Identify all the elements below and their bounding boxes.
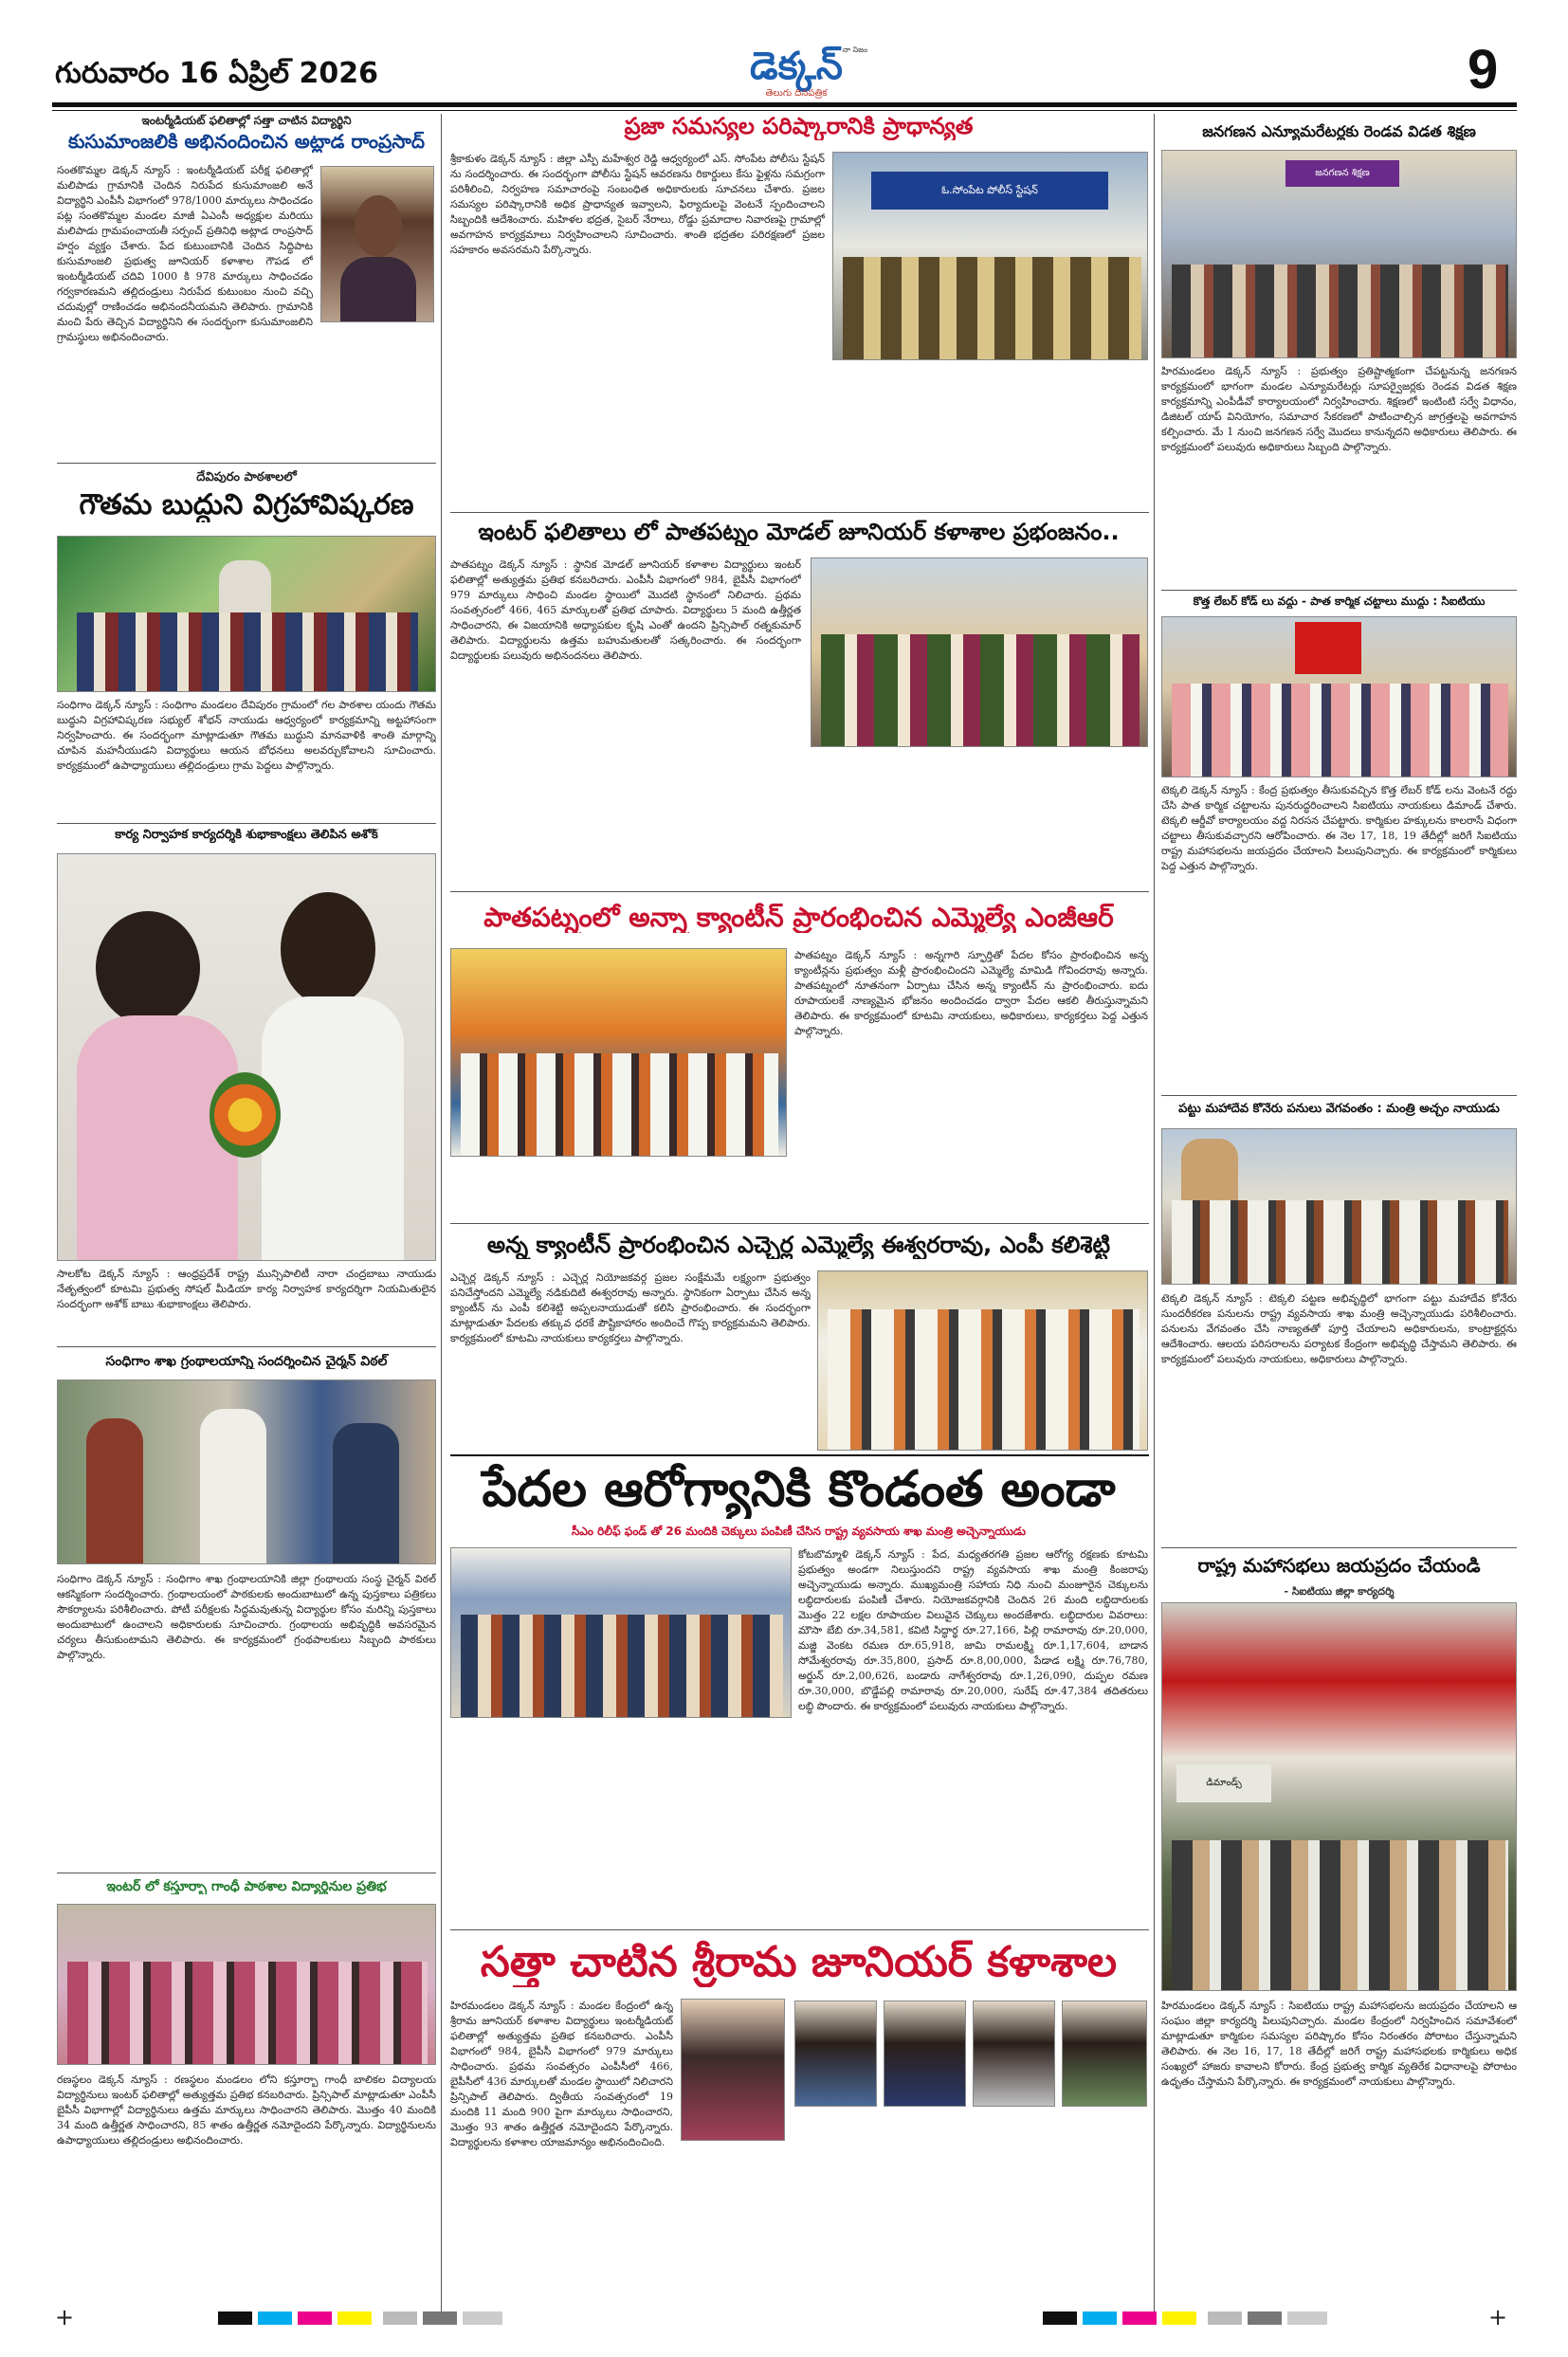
article-body: రణస్థలం డెక్కన్ న్యూస్ : రణస్థలం మండలం లోని కస్తూర్బా గాంధీ బాలికల విద్యాలయ విద్యార్థినులు ఇంటర్ ఫలితాల్లో అత్యుత్తమ ప్రతిభ కనబరిచారు. ప్రిన్సిపాల్ మాట్లాడుతూ ఎంపీసీ బైపీసీ విభాగాల్లో విద్యార్థినులు ఉత్తమ మార్కులు సాధించారని తెలిపారు. మొత్తం 40 మందికి 34 మంది ఉత్తీర్ణత సాధించారని, 85 శాతం ఉత్తీర్ణత నమోదైందని పేర్కొన్నారు. విద్యార్థినులను ఉపాధ్యాయులు తల్లిదండ్రులు అభినందించారు. (57, 2074, 436, 2147)
article-body-continued (832, 368, 1148, 510)
header-rule-thin (52, 110, 1517, 111)
student-photo (973, 2001, 1055, 2107)
article-body: సంతకొమ్మల డెక్కన్ న్యూస్ : ఇంటర్మీడియట్ పరీక్ష ఫలితాల్లో మలిపాడు గ్రామానికి చెందిన నిరుపేద కుసుమాంజలి అనే విద్యార్థిని ఎంపీసీ విభాగంలో 978/1000 మార్కులు సాధించడం పట్ల సంతకొమ్మల మండల మాజీ ఏఎంసీ అధ్యక్షుల మరియు మలిపాడు గ్రామపంచాయతీ సర్పంచ్ ప్రతినిధి అట్లాడ రాంప్రసాద్ హర్షం వ్యక్తం చేశారు. పేద కుటుంబానికి చెందిన సిద్ధిపాట కుసుమాంజలి ప్రభుత్వ జూనియర్ కళాశాల గౌపడ లో ఇంటర్మీడియట్ చదివి 1000 కి 978 మార్కులు సాధించడం గర్వకారణమని తల్లిదండ్రులు నిరుపేద కుటుంబం నుంచి వచ్చి చదువుల్లో రాణించడం అభినందనీయమని తెలిపారు. గ్రామానికి మంచి పేరు తెచ్చిన విద్యార్థినిని ఈ సందర్భంగా కుసుమాంజలిని గ్రామస్థులు అభినందించారు. (57, 164, 313, 343)
article-divider (57, 823, 436, 824)
article-divider (1161, 1547, 1517, 1548)
student-photo (794, 2001, 877, 2107)
library-visit-photo (57, 1379, 436, 1564)
article-divider (57, 1346, 436, 1347)
article-headline: రాష్ట్ర మహాసభలు జయప్రదం చేయండి (1197, 1555, 1481, 1577)
student-photo (884, 2001, 966, 2107)
article-subhead: సీఎం రిలీఫ్ ఫండ్ తో 26 మందికి చెక్కులు పంపిణీ చేసిన రాష్ట్ర వ్యవసాయ శాఖ మంత్రి అచ్చెన్నాయుడు (571, 1525, 1027, 1538)
color-registration-bar (1043, 2311, 1327, 2325)
police-station-photo (832, 152, 1148, 360)
color-registration-bar (218, 2311, 502, 2325)
citu-protest-photo (1161, 616, 1517, 777)
header-rule (52, 102, 1517, 107)
article-headline: పట్టు మహాదేవ కోనేరు పనులు వేగవంతం : మంత్రి అచ్చం నాయుడు (1178, 1103, 1500, 1116)
article-body: కోటబొమ్మాళి డెక్కన్ న్యూస్ : పేద, మధ్యతరగతి ప్రజల ఆరోగ్య రక్షణకు కూటమి ప్రభుత్వం అండగా నిలుస్తుందని రాష్ట్ర వ్యవసాయ శాఖ మంత్రి కింజరాపు అచ్చెన్నాయుడు అన్నారు. ముఖ్యమంత్రి సహాయ నిధి నుంచి మంజూరైన చెక్కులను లబ్ధిదారులకు పంపిణీ చేశారు. నియోజకవర్గానికి చెందిన 26 మంది లబ్ధిదారులకు మొత్తం 22 లక్షల రూపాయల విలువైన చెక్కులు అందజేశారు. లబ్ధిదారుల వివరాలు: మౌసా బేబి రూ.34,581, కవిటి సిద్ధార్థ రూ.27,166, పిల్లి రామారావు రూ.20,000, మజ్జి వెంకట రమణ రూ.65,918, జామి రామలక్ష్మి రూ.1,17,604, బాడాన సోమేశ్వరరావు రూ.35,800, ప్రసాద్ రూ.8,00,000, పేడాడ లక్ష్మి రూ.76,780, అర్జున్ రూ.2,00,626, బండారు నాగేశ్వరరావు రూ.1,26,090, దుప్పల రమణ రూ.30,000, బొడ్డేపల్లి రామారావు రూ.20,000, సురేష్ రూ.47,384 తదితరులు లబ్ధి పొందారు. ఈ కార్యక్రమంలో పలువురు నాయకులు పాల్గొన్నారు. (798, 1548, 1148, 1712)
article-headline: అన్న క్యాంటీన్ ప్రారంభించిన ఎచ్చెర్ల ఎమ్మెల్యే ఈశ్వరరావు, ఎంపీ కలిశెట్టి (486, 1233, 1111, 1258)
article-headline: సంధిగాం శాఖ గ్రంథాలయాన్ని సందర్శించిన చైర్మన్ విఠల్ (105, 1354, 388, 1369)
article-headline: జనగణన ఎన్యూమరేటర్లకు రెండవ విడత శిక్షణ (1202, 123, 1476, 140)
article-body: హిరమండలం డెక్కన్ న్యూస్ : ప్రభుత్వం ప్రతిష్టాత్మకంగా చేపట్టనున్న జనగణన కార్యక్రమంలో భాగంగా మండల ఎన్యూమరేటర్లు సూపర్వైజర్లకు రెండవ విడత శిక్షణ కార్యక్రమాన్ని ఎంపీడీవో కార్యాలయంలో నిర్వహించారు. శిక్షణలో ఇంటింటి సర్వే విధానం, డిజిటల్ యాప్ వినియోగం, సమాచార సేకరణలో పాటించాల్సిన జాగ్రత్తలపై అవగాహన కల్పించారు. మే 1 నుంచి జనగణన సర్వే మొదలు కానున్నదని అధికారులు తెలిపారు. ఈ కార్యక్రమంలో పలువురు అధికారులు సిబ్బంది పాల్గొన్నారు. (1161, 365, 1517, 453)
article-body: పాతపట్నం డెక్కన్ న్యూస్ : అన్నగారి స్ఫూర్తితో పేదల కోసం ప్రారంభించిన అన్న క్యాంటీన్లను ప్రభుత్వం మళ్లీ ప్రారంభించిందని ఎమ్మెల్యే మామిడి గోవిందరావు అన్నారు. పాతపట్నంలో నూతనంగా ఏర్పాటు చేసిన అన్న క్యాంటీన్ ను ప్రారంభించారు. ఐదు రూపాయలకే నాణ్యమైన భోజనం అందించడం ద్వారా పేదల ఆకలి తీరుస్తున్నామని తెలిపారు. ఈ కార్యక్రమంలో కూటమి నాయకులు, అధికారులు, కార్యకర్తలు పెద్ద ఎత్తున పాల్గొన్నారు. (794, 949, 1148, 1037)
article-headline: ఇంటర్ లో కస్తూర్బా గాంధీ పాఠశాల విద్యార్థినుల ప్రతిభ (106, 1879, 387, 1894)
masthead-logo (725, 46, 867, 104)
station-sign: ఓ.సోంపేట పోలీస్ స్టేషన్ (871, 172, 1108, 210)
article-body: హిరమండలం డెక్కన్ న్యూస్ : సిఐటియు రాష్ట్ర మహాసభలను జయప్రదం చేయాలని ఆ సంఘం జిల్లా కార్యదర్శి పిలుపునిచ్చారు. మండల కేంద్రంలో నిర్వహించిన సమావేశంలో మాట్లాడుతూ కార్మికుల సమస్యల పరిష్కారం కోసం నిరంతరం పోరాటం చేస్తున్నామని తెలిపారు. ఈ నెల 16, 17, 18 తేదీల్లో జరిగే రాష్ట్ర మహాసభలకు కార్మికులు అధిక సంఖ్యలో హాజరు కావాలని కోరారు. కేంద్ర ప్రభుత్వ కార్మిక వ్యతిరేక విధానాలపై పోరాటం ఉధృతం చేస్తామని పేర్కొన్నారు. ఈ కార్యక్రమంలో నాయకులు పాల్గొన్నారు. (1161, 2000, 1517, 2088)
column-divider (1154, 114, 1155, 2313)
enumerator-training-photo (1161, 150, 1517, 358)
page-date: గురువారం 16 ఏప్రిల్ 2026 (55, 57, 378, 90)
article-body: పాతపట్నం డెక్కన్ న్యూస్ : స్థానిక మోడల్ జూనియర్ కళాశాల విద్యార్థులు ఇంటర్ ఫలితాల్లో అత్యుత్తమ ప్రతిభ కనబరిచారు. ఎంపీసీ విభాగంలో 984, బైపీసీ విభాగంలో 979 మార్కులు సాధించి మండల స్థాయిలో మొదటి స్థానంలో నిలిచారు. ప్రథమ సంవత్సరంలో 466, 465 మార్కులతో ప్రతిభ చూపారు. విద్యార్థులు 5 మంది ఉత్తీర్ణత సాధించారని, ఈ విజయానికి అధ్యాపకుల కృషి ఎంతో ఉందని ప్రిన్సిపాల్ రత్నకుమార్ తెలిపారు. విద్యార్థులను ఉత్తమ బహుమతులతో సత్కరించారు. ఈ సందర్భంగా విద్యార్థులకు పలువురు అభినందనలు తెలిపారు. (450, 558, 801, 662)
article-headline: పేదల ఆరోగ్యానికి కొండంత అండా (482, 1462, 1116, 1518)
cm-relief-fund-photo (450, 1547, 792, 1718)
photo-caption: సాలకోట డెక్కన్ న్యూస్ : ఆంధ్రప్రదేశ్ రాష్ట్ర మున్సిపాలిటీ నారా చంద్రబాబు నాయుడు నేతృత్వంలో కూటమి ప్రభుత్వ సోషల్ మీడియా కార్య నిర్వాహక కార్యదర్శిగా నియమితులైన సందర్భంగా అశోక్ బాబు శుభాకాంక్షలు తెలిపారు. (57, 1268, 436, 1310)
article-kicker: ఇంటర్మీడియట్ ఫలితాల్లో సత్తా చాటిన విద్యార్థిని (141, 114, 352, 127)
article-divider (1161, 590, 1517, 591)
logo-text: డెక్కన్ (750, 46, 843, 88)
article-body-continued (450, 1164, 787, 1221)
column-divider (441, 114, 442, 2313)
student-portrait-photo (320, 166, 434, 322)
anna-canteen-opening-photo (450, 948, 787, 1157)
article-divider (450, 1223, 1149, 1224)
article-body: టెక్కలి డెక్కన్ న్యూస్ : టెక్కలి పట్టణ అభివృద్ధిలో భాగంగా పట్టు మహాదేవ కోనేరు సుందరీకరణ పనులను రాష్ట్ర వ్యవసాయ శాఖ మంత్రి అచ్చెన్నాయుడు పరిశీలించారు. పనులను వేగవంతం చేసి నాణ్యతతో పూర్తి చేయాలని అధికారులను, కాంట్రాక్టర్లను ఆదేశించారు. ఆలయ పరిసరాలను పర్యాటక కేంద్రంగా అభివృద్ధి చేస్తామని తెలిపారు. ఈ కార్యక్రమంలో పలువురు నాయకులు, అధికారులు పాల్గొన్నారు. (1161, 1292, 1517, 1365)
article-body-continued (450, 1726, 792, 1927)
article-headline: ప్రజా సమస్యల పరిష్కారానికి ప్రాధాన్యత (624, 114, 974, 139)
page-number: 9 (1468, 39, 1499, 100)
article-divider (57, 463, 436, 464)
article-subhead: - సిఐటియు జిల్లా కార్యదర్శి (1284, 1585, 1395, 1598)
logo-subtitle: తెలుగు దినపత్రిక (765, 88, 828, 99)
article-body: శ్రీకాకుళం డెక్కన్ న్యూస్ : జిల్లా ఎస్పీ మహేశ్వర రెడ్డి ఆధ్వర్యంలో ఎస్. సోంపేట పోలీసు స్టేషన్ ను సందర్శించారు. ఈ సందర్భంగా పోలీసు స్టేషన్ ఆవరణను రికార్డులు కేసు ఫైళ్లను సమగ్రంగా పరిశీలించి, నిర్వహణ సమాచారంపై సంబంధిత అధికారులకు సూచనలు చేశారు. ప్రజల సమస్యల పరిష్కారానికి అధిక ప్రాధాన్యత ఇవ్వాలని, ఫిర్యాదులపై వెంటనే స్పందించాలని సిబ్బందికి ఆదేశించారు. మహిళల భద్రత, సైబర్ నేరాలు, రోడ్డు ప్రమాదాల నివారణపై గ్రామాల్లో అవగాహన కార్యక్రమాలు నిర్వహించాలని సూచించారు. శాంతి భద్రతల పరిరక్షణలో ప్రజల సహకారం అవసరమని పేర్కొన్నారు. (450, 153, 825, 256)
temple-pond-visit-photo (1161, 1128, 1517, 1285)
article-headline: పాతపట్నంలో అన్నా క్యాంటీన్ ప్రారంభించిన ఎమ్మెల్యే ఎంజీఆర్ (483, 903, 1114, 933)
article-body: ఎచ్చెర్ల డెక్కన్ న్యూస్ : ఎచ్చెర్ల నియోజకవర్గ ప్రజల సంక్షేమమే లక్ష్యంగా ప్రభుత్వం పనిచేస్తోందని ఎమ్మెల్యే నడికుదిటి ఈశ్వరరావు అన్నారు. స్థానికంగా ఏర్పాటు చేసిన అన్న క్యాంటీన్ ను ఎంపీ కలిశెట్టి అప్పలనాయుడుతో కలిసి ప్రారంభించారు. ఈ సందర్భంగా మాట్లాడుతూ పేదలకు తక్కువ ధరకే పౌష్టికాహారం అందించే గొప్ప కార్యక్రమమని తెలిపారు. కార్యక్రమంలో కూటమి నాయకులు కార్యకర్తలు పాల్గొన్నారు. (450, 1271, 811, 1344)
article-headline: ఇంటర్ ఫలితాలు లో పాతపట్నం మోడల్ జూనియర్ కళాశాల ప్రభంజనం.. (478, 520, 1120, 545)
article-headline: కొత్త లేబర్ కోడ్ లు వద్దు - పాత కార్మిక చట్టాలు ముద్దు : సిఐటియు (1193, 595, 1486, 608)
greeting-photo (57, 853, 436, 1261)
college-toppers-photo (811, 557, 1148, 747)
article-headline: గౌతమ బుద్ధుని విగ్రహావిష్కరణ (79, 489, 414, 521)
article-divider (450, 891, 1149, 892)
student-photo (1062, 2001, 1147, 2107)
training-banner: జనగణన శిక్షణ (1285, 160, 1399, 187)
registration-mark: + (1488, 2304, 1508, 2330)
article-body: హిరమండలం డెక్కన్ న్యూస్ : మండల కేంద్రంలో ఉన్న శ్రీరామ జూనియర్ కళాశాల విద్యార్థులు ఇంటర్మీడియట్ ఫలితాల్లో అత్యుత్తమ ప్రతిభ కనబరిచారు. ఎంపీసీ విభాగంలో 984, బైపీసీ విభాగంలో 979 మార్కులు సాధించారు. ప్రథమ సంవత్సరం ఎంపీసీలో 466, బైపీసీలో 436 మార్కులతో మండల స్థాయిలో నిలిచారని ప్రిన్సిపాల్ తెలిపారు. ద్వితీయ సంవత్సరంలో 19 మందికి 11 మంది 900 పైగా మార్కులు సాధించారని, మొత్తం 93 శాతం ఉత్తీర్ణత నమోదైందని పేర్కొన్నారు. విద్యార్థులను కళాశాల యాజమాన్యం అభినందించింది. (450, 2000, 673, 2148)
placard: డిమాండ్స్ (1176, 1764, 1271, 1802)
article-divider (450, 1454, 1149, 1456)
article-divider (1161, 1095, 1517, 1096)
article-headline: కార్య నిర్వాహక కార్యదర్శికి శుభాకాంక్షలు తెలిపిన అశోక్ (115, 829, 378, 842)
citu-meeting-photo (1161, 1602, 1517, 1991)
student-photo (681, 1999, 785, 2141)
article-divider (450, 1929, 1149, 1930)
article-body-continued (794, 2114, 1148, 2309)
article-headline: సత్తా చాటిన శ్రీరామ జూనియర్ కళాశాల (480, 1939, 1118, 1986)
article-kicker: దేవిపురం పాఠశాలలో (196, 470, 297, 484)
registration-mark: + (55, 2304, 75, 2330)
statue-unveiling-photo (57, 536, 436, 692)
article-divider (450, 512, 1149, 513)
anna-canteen-echcherla-photo (817, 1270, 1148, 1451)
kgbv-students-photo (57, 1904, 436, 2065)
article-body: సంధిగాం డెక్కన్ న్యూస్ : సంధిగాం మండలం దేవిపురం గ్రామంలో గల పాఠశాల యందు గౌతమ బుద్ధుని విగ్రహావిష్కరణ సభ్యుల్ శోభన్ నాయుడు ఆధ్వర్యంలో కార్యక్రమాన్ని అట్టహాసంగా నిర్వహించారు. ఈ సందర్భంగా మాట్లాడుతూ గౌతమ బుద్ధుని మానవాళికి శాంతి మార్గాన్ని చూపిన మహనీయుడని విద్యార్థులు ఆయన బోధనలు అలవర్చుకోవాలని సూచించారు. కార్యక్రమంలో ఉపాధ్యాయులు తల్లిదండ్రులు గ్రామ పెద్దలు పాల్గొన్నారు. (57, 699, 436, 772)
logo-tag: నా నిజం (842, 46, 867, 54)
article-body: సంధిగాం డెక్కన్ న్యూస్ : సంధిగాం శాఖ గ్రంథాలయానికి జిల్లా గ్రంథాలయ సంస్థ చైర్మన్ విఠల్ ఆకస్మికంగా సందర్శించారు. గ్రంథాలయంలో పాఠకులకు అందుబాటులో ఉన్న పుస్తకాలు పత్రికలు సౌకర్యాలను పరిశీలించారు. పోటీ పరీక్షలకు సిద్ధమవుతున్న విద్యార్థుల కోసం మరిన్ని పుస్తకాలు అందుబాటులో ఉంచాలని అధికారులకు సూచించారు. గ్రంథాలయ అభివృద్ధికి అవసరమైన చర్యలు తీసుకుంటామని తెలిపారు. ఈ కార్యక్రమంలో గ్రంథపాలకులు సిబ్బంది పాఠకులు పాల్గొన్నారు. (57, 1573, 436, 1661)
article-headline: కుసుమాంజలికి అభినందించిన అట్లాడ రాంప్రసాద్ (68, 131, 425, 153)
article-body: టెక్కలి డెక్కన్ న్యూస్ : కేంద్ర ప్రభుత్వం తీసుకువచ్చిన కొత్త లేబర్ కోడ్ లను వెంటనే రద్దు చేసి పాత కార్మిక చట్టాలను పునరుద్ధరించాలని సిఐటియు నాయకులు డిమాండ్ చేశారు. టెక్కలి ఆర్డీవో కార్యాలయం వద్ద నిరసన చేపట్టారు. కార్మికుల హక్కులను కాలరాసే విధంగా చట్టాలు తీసుకువచ్చారని ఆరోపించారు. ఈ నెల 17, 18, 19 తేదీల్లో జరిగే సిఐటియు రాష్ట్ర మహాసభలను జయప్రదం చేయాలని పిలుపునిచ్చారు. ఈ కార్యక్రమంలో కార్మికులు పెద్ద ఎత్తున పాల్గొన్నారు. (1161, 784, 1517, 872)
